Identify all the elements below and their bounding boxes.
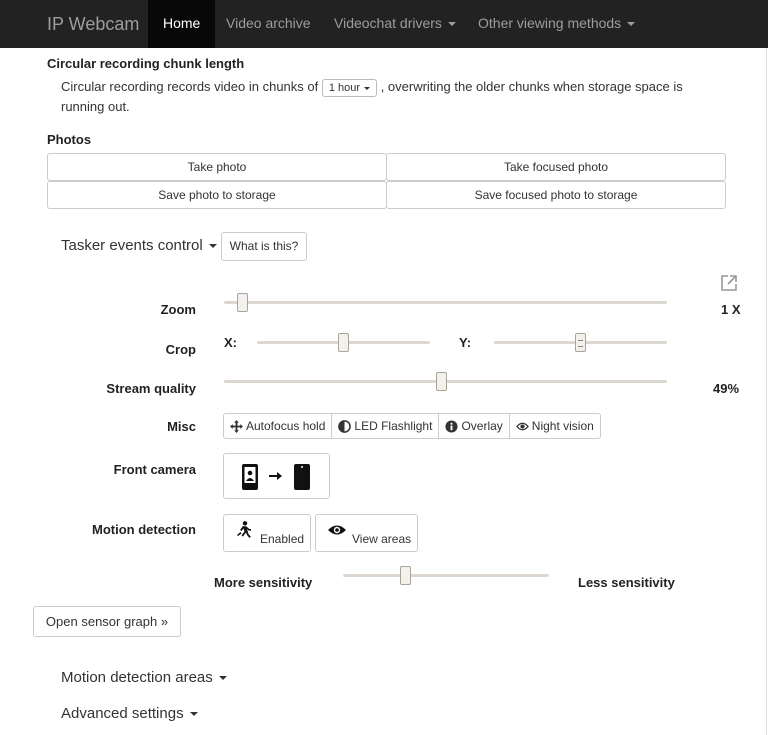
overlay-button[interactable] bbox=[438, 413, 509, 439]
advanced-settings-dropdown[interactable] bbox=[61, 705, 198, 722]
nav-video-archive[interactable]: Video archive bbox=[226, 15, 311, 31]
tasker-label: Tasker events control bbox=[61, 237, 203, 254]
circular-description bbox=[61, 79, 683, 97]
chevron-down-icon bbox=[209, 244, 217, 248]
chevron-down-icon bbox=[190, 712, 198, 716]
open-sensor-graph-button[interactable]: Open sensor graph » bbox=[33, 606, 181, 637]
zoom-slider-track[interactable] bbox=[224, 301, 667, 304]
stream-quality-slider-handle[interactable] bbox=[436, 372, 447, 391]
crop-y-slider-handle[interactable] bbox=[575, 333, 586, 352]
motion-areas-label: Motion detection areas bbox=[61, 669, 213, 686]
misc-button-group bbox=[223, 413, 601, 439]
nav-videochat-drivers[interactable] bbox=[334, 15, 456, 31]
less-sensitivity-label: Less sensitivity bbox=[578, 575, 675, 590]
view-areas-button[interactable] bbox=[315, 514, 418, 552]
circular-text-line2: running out. bbox=[61, 99, 130, 114]
more-sensitivity-label: More sensitivity bbox=[214, 575, 313, 590]
chunk-length-select[interactable] bbox=[322, 79, 377, 97]
contrast-icon bbox=[338, 420, 351, 433]
nav-videochat-drivers-label: Videochat drivers bbox=[334, 15, 442, 31]
external-link-icon[interactable] bbox=[720, 274, 738, 292]
circular-text-after: , overwriting the older chunks when storage space is bbox=[380, 79, 683, 94]
save-focused-photo-button[interactable]: Save focused photo to storage bbox=[386, 181, 726, 209]
chevron-down-icon bbox=[364, 87, 370, 90]
crop-label: Crop bbox=[165, 342, 196, 357]
view-areas-label: View areas bbox=[352, 532, 412, 546]
advanced-settings-label: Advanced settings bbox=[61, 705, 184, 722]
motion-enabled-button[interactable] bbox=[223, 514, 311, 552]
save-photo-button[interactable]: Save photo to storage bbox=[47, 181, 387, 209]
page-border bbox=[766, 48, 767, 735]
autofocus-hold-button[interactable] bbox=[223, 413, 332, 439]
navbar bbox=[0, 0, 768, 48]
chevron-down-icon bbox=[448, 22, 456, 26]
zoom-label: Zoom bbox=[160, 302, 196, 317]
misc-label: Misc bbox=[167, 419, 196, 434]
rear-camera-phone-icon bbox=[242, 464, 258, 490]
motion-areas-dropdown[interactable] bbox=[61, 669, 227, 686]
what-is-this-button[interactable]: What is this? bbox=[221, 232, 307, 261]
move-arrows-icon bbox=[230, 420, 243, 433]
sensitivity-slider-handle[interactable] bbox=[400, 566, 411, 585]
brand[interactable]: IP Webcam bbox=[47, 14, 140, 34]
motion-enabled-label: Enabled bbox=[260, 532, 305, 546]
zoom-value: 1 X bbox=[721, 302, 741, 317]
front-camera-toggle-button[interactable] bbox=[223, 453, 330, 499]
crop-x-label: X: bbox=[224, 335, 237, 350]
arrow-right-icon bbox=[269, 470, 283, 482]
take-focused-photo-button[interactable]: Take focused photo bbox=[386, 153, 726, 181]
zoom-slider-handle[interactable] bbox=[237, 293, 248, 312]
tasker-dropdown[interactable] bbox=[61, 237, 217, 254]
nav-home[interactable]: Home bbox=[148, 0, 215, 48]
sensitivity-slider-track[interactable] bbox=[343, 574, 549, 577]
circular-text-before: Circular recording records video in chunks of bbox=[61, 79, 319, 94]
nav-other-viewing-methods[interactable] bbox=[478, 15, 635, 31]
front-camera-label: Front camera bbox=[113, 462, 196, 477]
overlay-label: Overlay bbox=[461, 419, 503, 433]
chunk-length-value: 1 hour bbox=[328, 82, 361, 94]
motion-detection-label: Motion detection bbox=[92, 522, 196, 537]
stream-quality-label: Stream quality bbox=[106, 381, 196, 396]
crop-x-slider-handle[interactable] bbox=[338, 333, 349, 352]
led-flashlight-button[interactable] bbox=[331, 413, 439, 439]
chevron-down-icon bbox=[219, 676, 227, 680]
eye-icon bbox=[516, 420, 529, 433]
running-person-icon bbox=[236, 521, 252, 539]
circular-heading: Circular recording chunk length bbox=[47, 56, 245, 71]
night-vision-button[interactable] bbox=[509, 413, 601, 439]
nav-other-viewing-label: Other viewing methods bbox=[478, 15, 622, 31]
stream-quality-value: 49% bbox=[713, 381, 740, 396]
info-icon bbox=[445, 420, 458, 433]
eye-icon bbox=[327, 524, 347, 536]
chevron-down-icon bbox=[627, 22, 635, 26]
photos-heading: Photos bbox=[47, 132, 92, 147]
autofocus-hold-label: Autofocus hold bbox=[246, 419, 326, 433]
led-flashlight-label: LED Flashlight bbox=[354, 419, 433, 433]
take-photo-button[interactable]: Take photo bbox=[47, 153, 387, 181]
crop-y-label: Y: bbox=[459, 335, 472, 350]
night-vision-label: Night vision bbox=[531, 419, 594, 433]
front-camera-phone-icon bbox=[294, 464, 310, 490]
